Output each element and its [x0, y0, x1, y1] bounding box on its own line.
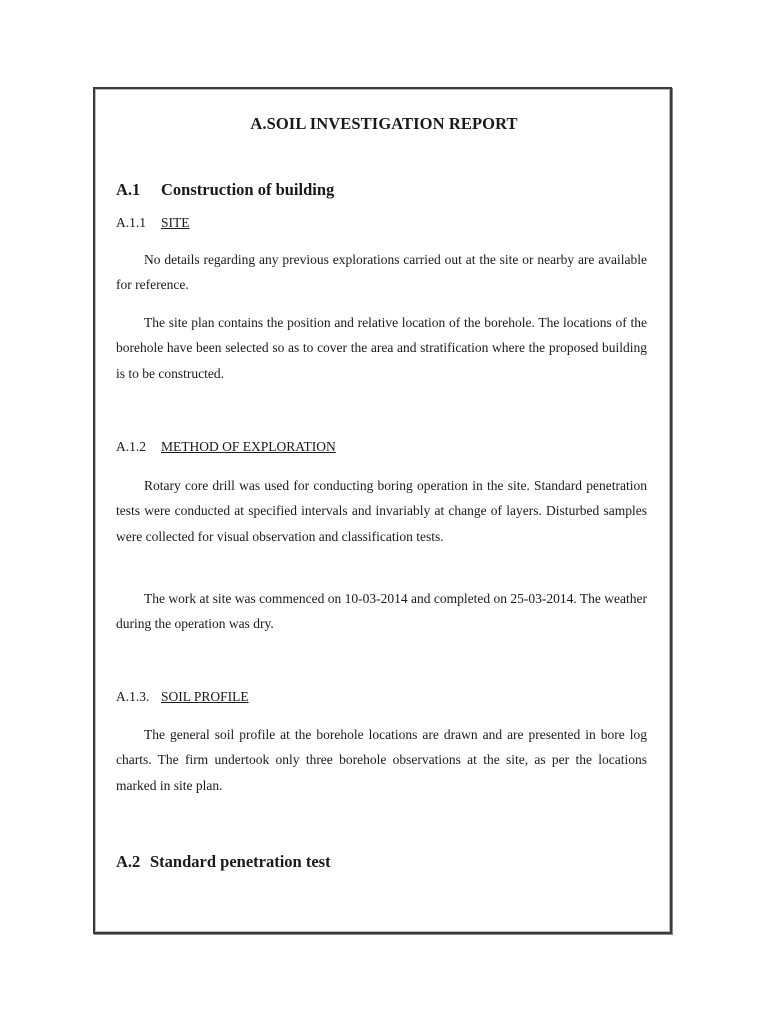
paragraph-site-1: No details regarding any previous explorations carried out at the site or nearby are available for reference. — [116, 252, 647, 293]
paragraph-soil-profile: The general soil profile at the borehole locations are drawn and are presented in bore log charts. The firm undertook only three borehole observations at the site, as per the locations marked in site plan. — [116, 727, 647, 793]
subsection-a13-title: SOIL PROFILE — [161, 689, 249, 704]
subsection-a13-heading — [116, 689, 249, 705]
subsection-a12-title: METHOD OF EXPLORATION — [161, 439, 336, 454]
document-title: A.SOIL INVESTIGATION REPORT — [250, 114, 518, 133]
paragraph-exploration-2: The work at site was commenced on 10-03-2014 and completed on 25-03-2014. The weather during the operation was dry. — [116, 591, 647, 632]
subsection-a11-heading — [116, 215, 190, 231]
section-a2-title: Standard penetration test — [150, 852, 331, 871]
section-a2-number: A.2 — [116, 852, 141, 871]
section-a1-heading — [116, 180, 334, 200]
subsection-a13-number: A.1.3. — [116, 689, 150, 704]
subsection-a11-title: SITE — [161, 215, 190, 230]
paragraph-exploration-1: Rotary core drill was used for conducting boring operation in the site. Standard penetration tests were conducted at specified intervals and invariably at change of layers. Disturbed samples were collected for visual observation and classification tests. — [116, 478, 647, 544]
section-a2-heading — [116, 852, 331, 872]
paragraph-site-2: The site plan contains the position and relative location of the borehole. The locations of the borehole have been selected so as to cover the area and stratification where the proposed building is to be constructed. — [116, 315, 647, 381]
section-a1-number: A.1 — [116, 180, 141, 199]
subsection-a12-number: A.1.2 — [116, 439, 146, 454]
subsection-a12-heading — [116, 439, 336, 455]
section-a1-title: Construction of building — [161, 180, 335, 199]
subsection-a11-number: A.1.1 — [116, 215, 146, 230]
